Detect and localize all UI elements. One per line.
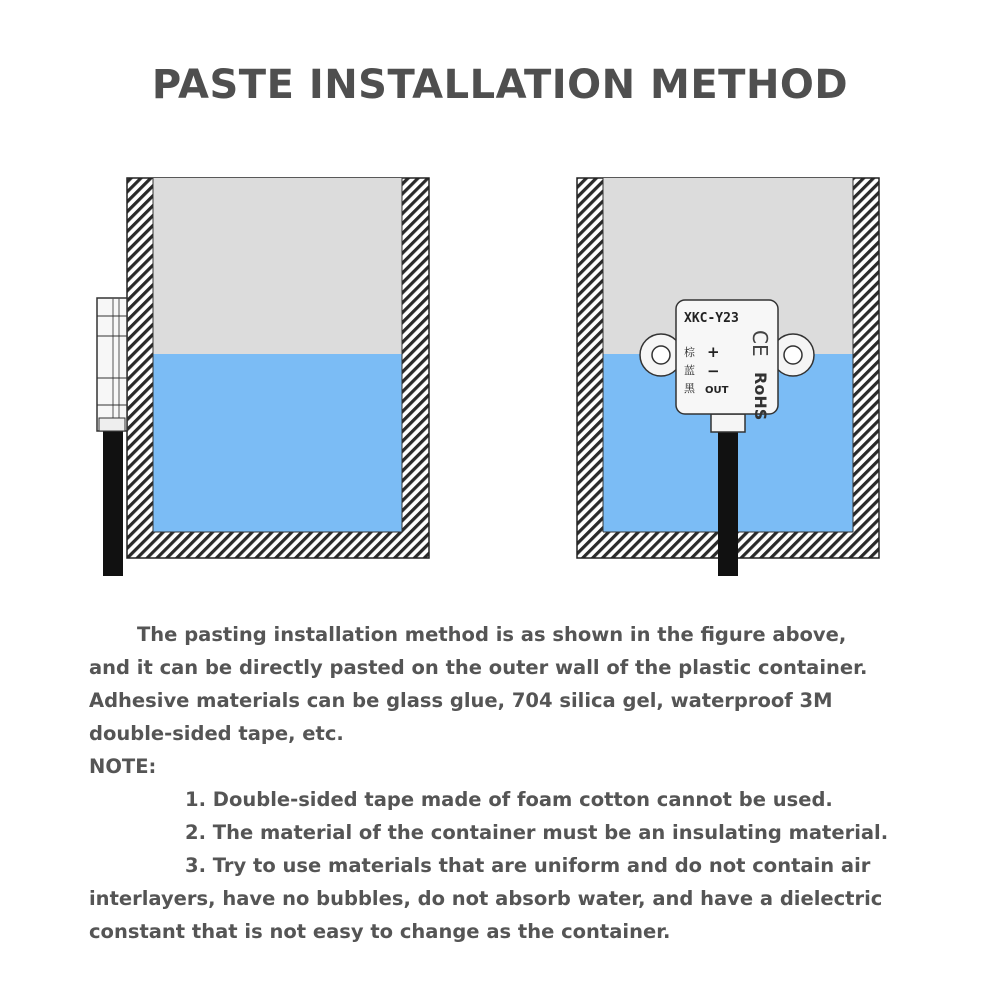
rohs-mark: RoHS [751, 372, 770, 421]
description-line-3: Adhesive materials can be glass glue, 704 silica gel, waterproof 3M [89, 689, 833, 712]
description-line-2: and it can be directly pasted on the outer wall of the plastic container. [89, 656, 868, 679]
pin-label-1: 棕 [684, 346, 695, 359]
left-sensor-cable [103, 430, 123, 576]
left-sensor-body [97, 298, 127, 431]
sensor-model-label: XKC-Y23 [684, 311, 739, 326]
pin-label-2: 蓝 [684, 364, 695, 377]
left-sensor-side-view [97, 298, 127, 576]
page-title: PASTE INSTALLATION METHOD [151, 62, 849, 108]
note-item-3: 3. Try to use materials that are uniform and do not contain air [185, 854, 871, 877]
left-container-air [153, 178, 402, 354]
pin-label-3: 黑 [684, 382, 695, 395]
right-sensor-cable [718, 430, 738, 576]
right-sensor-cable-gland [711, 414, 745, 432]
note-item-3-continued-1: interlayers, have no bubbles, do not absorb water, and have a dielectric [89, 887, 883, 910]
left-container [127, 178, 429, 558]
left-mounting-hole [652, 346, 670, 364]
minus-sign: − [707, 362, 720, 380]
left-container-water [153, 354, 402, 532]
right-mounting-hole [784, 346, 802, 364]
note-item-2: 2. The material of the container must be an insulating material. [185, 821, 889, 844]
note-item-1: 1. Double-sided tape made of foam cotton cannot be used. [185, 788, 833, 811]
plus-sign: + [707, 343, 720, 361]
out-label: OUT [705, 385, 729, 396]
note-label: NOTE: [89, 755, 157, 778]
description-line-4: double-sided tape, etc. [89, 722, 344, 745]
description-line-1: The pasting installation method is as shown in the figure above, [137, 623, 847, 646]
note-item-3-continued-2: constant that is not easy to change as the container. [89, 920, 671, 943]
sensor-ce-mark: CE [748, 330, 772, 357]
